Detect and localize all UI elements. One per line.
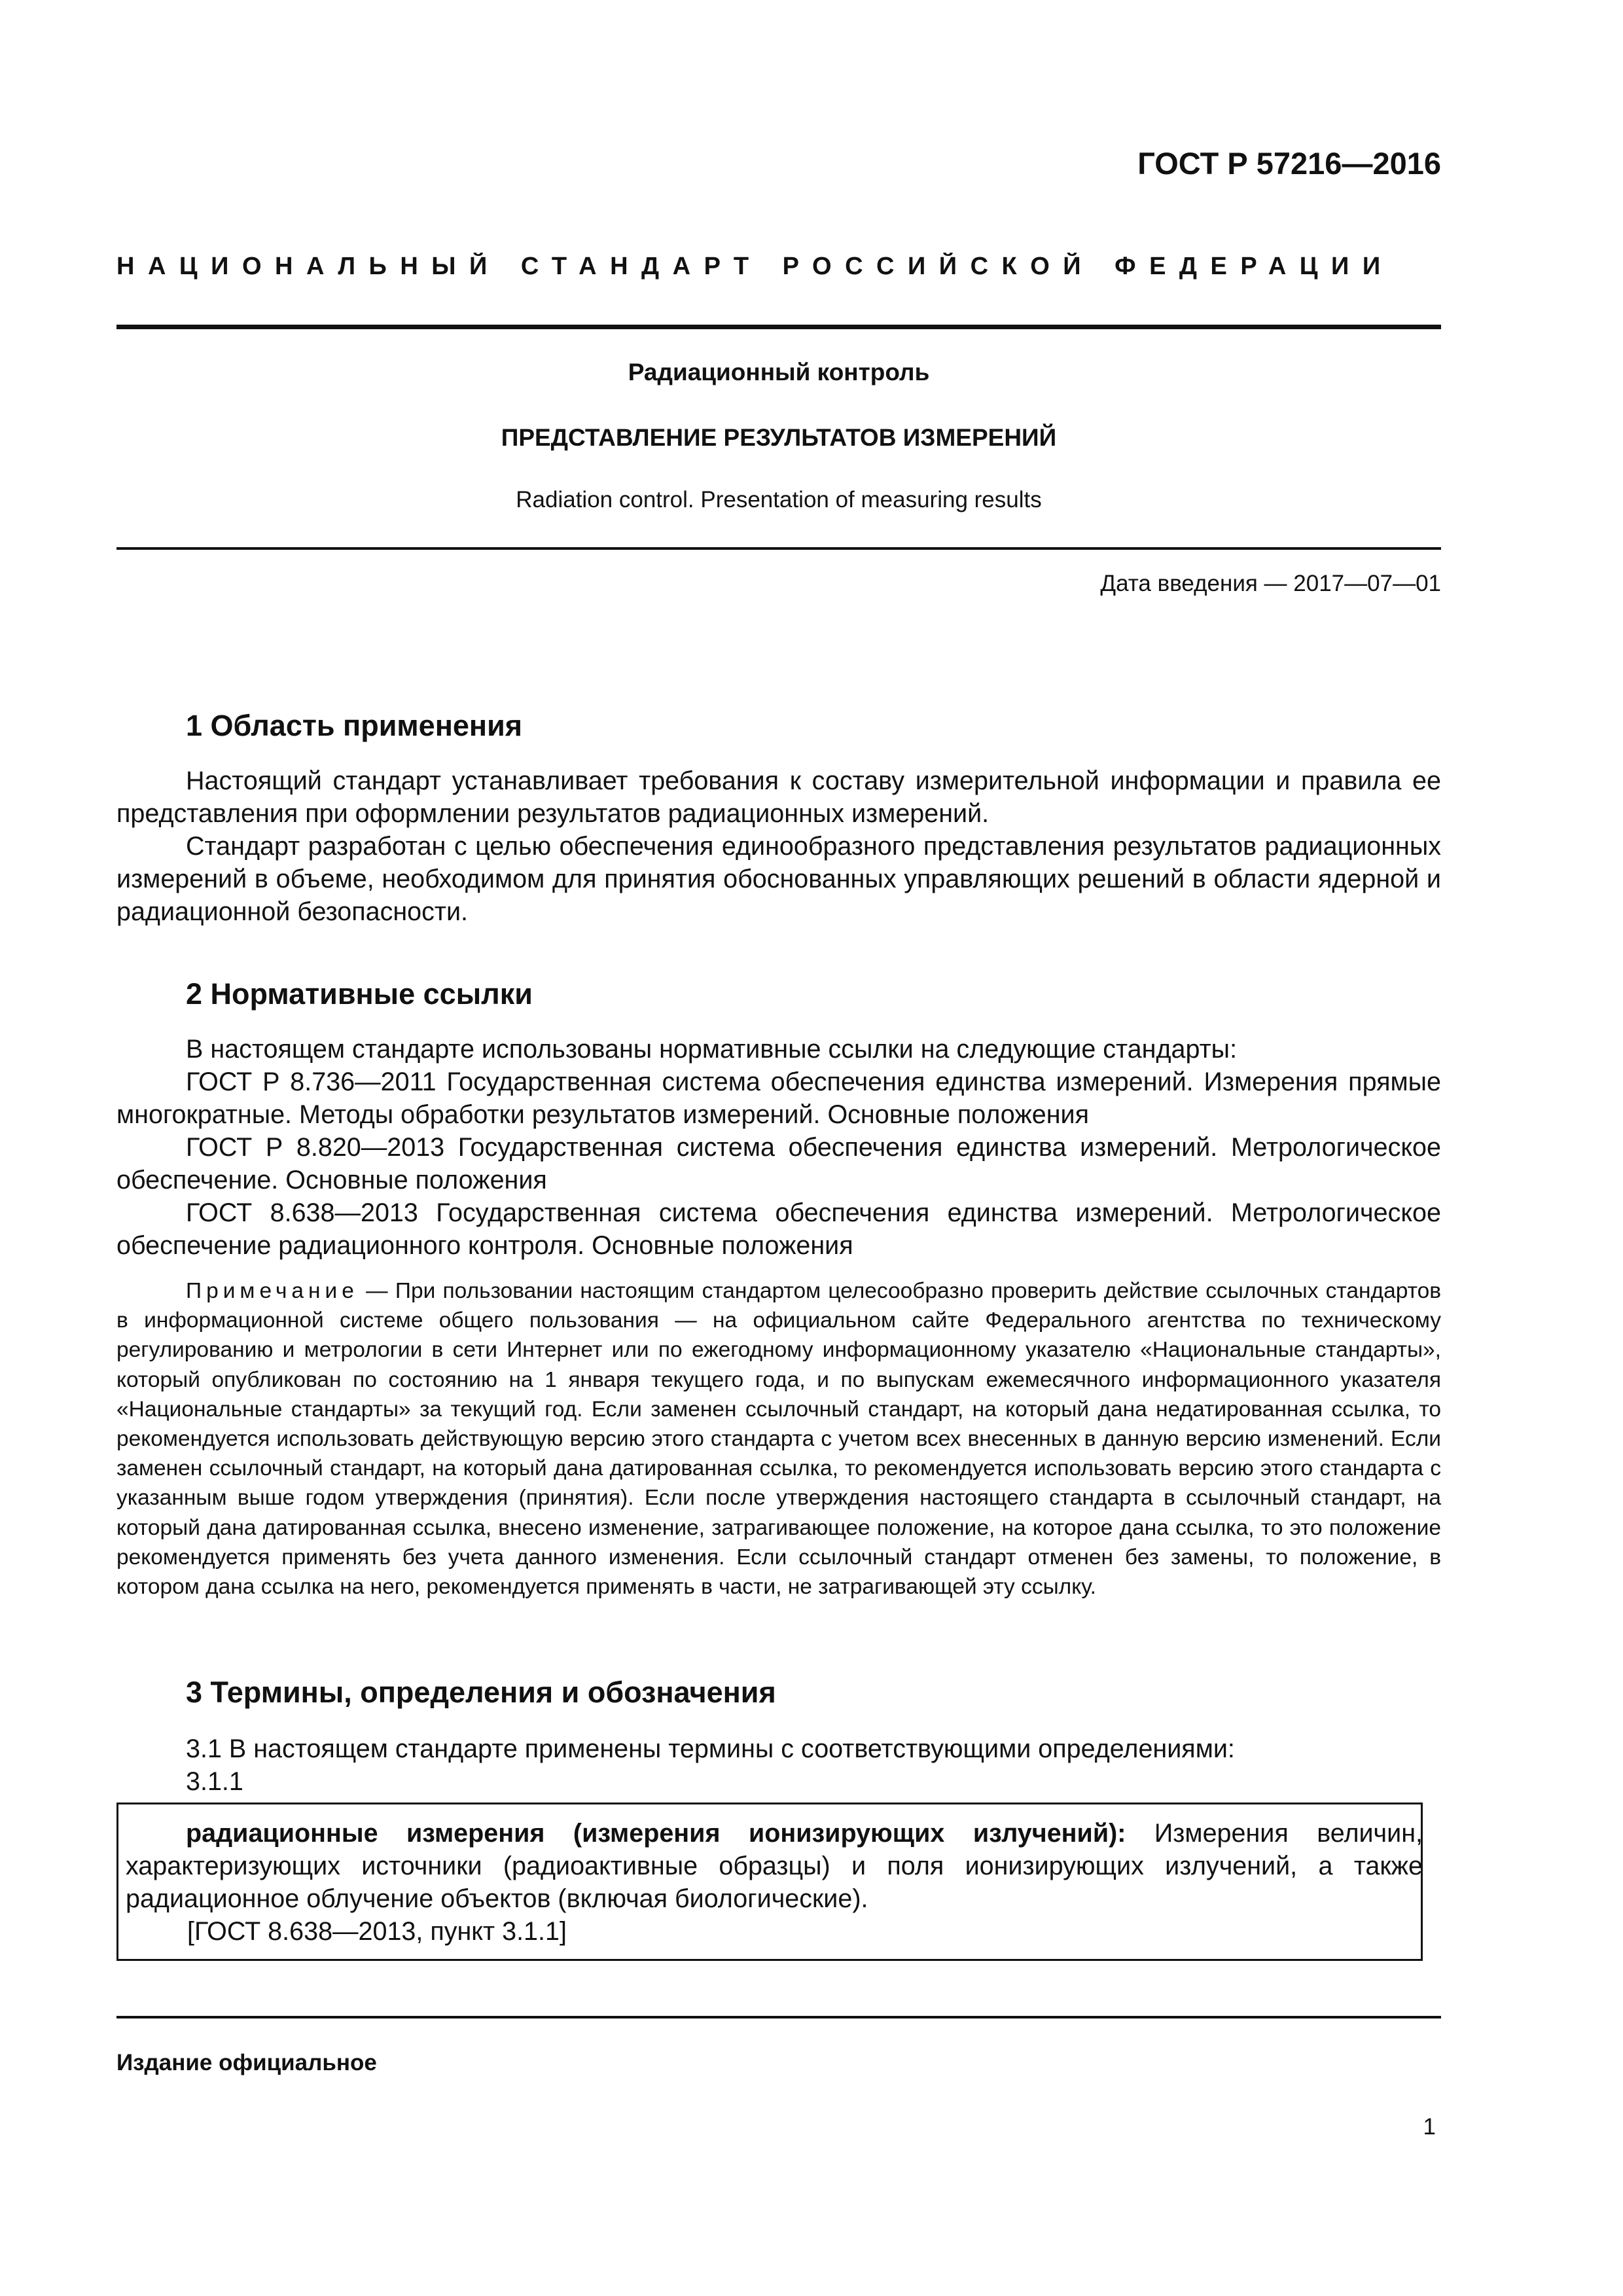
note-text: — При пользовании настоящим стандартом целесообразно проверить действие ссылочных стандартов в информационной системе общего пользования — на официальном сайте Федерального агентства по техническому регулированию и метрологии в сети Интернет или по ежегодному информационному указателю «Национальные стандарты», который опубликован по состоянию на 1 января текущего года, и по выпускам ежемесячного информационного указателя «Национальные стандарты» за текущий год. Если заменен ссылочный стандарт, на который дана недатированная ссылка, то рекомендуется использовать действующую версию этого стандарта с учетом всех внесенных в данную версию изменений. Если заменен ссылочный стандарт, на который дана датированная ссылка, то рекомендуется использовать версию этого стандарта с указанным выше годом утверждения (принятия). Если после утверждения настоящего стандарта в ссылочный стандарт, на который дана датированная ссылка, внесено изменение, затрагивающее положение, на которое дана ссылка, то это положение рекомендуется применять без учета данного изменения. Если ссылочный стандарт отменен без замены, то положение, в котором дана ссылка на него, рекомендуется применять в части, не затрагивающей эту ссылку. xyxy=(116,1279,1441,1600)
document-number: ГОСТ Р 57216—2016 xyxy=(1137,146,1441,181)
reference-entry: ГОСТ Р 8.736—2011 Государственная система обеспечения единства измерений. Измерения прямые многократные. Методы обработки результатов измерений. Основные положения xyxy=(116,1067,1441,1129)
top-divider xyxy=(116,325,1441,329)
paragraph: 3.1 В настоящем стандарте применены термины с соответствующими определениями: xyxy=(186,1734,1235,1763)
title-divider xyxy=(116,547,1441,550)
standard-title-english: Radiation control. Presentation of measuring results xyxy=(516,487,1042,512)
term-reference: [ГОСТ 8.638—2013, пункт 3.1.1] xyxy=(187,1917,567,1946)
paragraph: В настоящем стандарте использованы нормативные ссылки на следующие стандарты: xyxy=(186,1035,1238,1064)
paragraph: Настоящий стандарт устанавливает требования к составу измерительной информации и правила ее представления при оформлении результатов радиационных измерений. xyxy=(116,766,1441,828)
section-2-note xyxy=(116,1276,1441,1602)
section-2-heading: 2 Нормативные ссылки xyxy=(186,977,533,1011)
section-2-body xyxy=(116,1033,1441,1262)
standard-subject: Радиационный контроль xyxy=(628,359,930,386)
section-1-heading: 1 Область применения xyxy=(186,709,523,742)
term-number: 3.1.1 xyxy=(186,1767,243,1796)
national-standard-banner: НАЦИОНАЛЬНЫЙ СТАНДАРТ РОССИЙСКОЙ ФЕДЕРАЦИИ xyxy=(116,253,1394,280)
section-3-heading: 3 Термины, определения и обозначения xyxy=(186,1676,776,1709)
official-edition-label: Издание официальное xyxy=(116,2050,377,2075)
section-3-body xyxy=(116,1732,1441,1798)
reference-entry: ГОСТ 8.638—2013 Государственная система обеспечения единства измерений. Метрологическое обеспечение радиационного контроля. Основные положения xyxy=(116,1198,1441,1260)
section-1-body xyxy=(116,764,1441,928)
term-definition xyxy=(126,1817,1423,1915)
paragraph: Стандарт разработан с целью обеспечения единообразного представления результатов радиационных измерений в объеме, необходимом для принятия обоснованных управляющих решений в области ядерной и радиационной безопасности. xyxy=(116,832,1441,926)
standard-title: ПРЕДСТАВЛЕНИЕ РЕЗУЛЬТАТОВ ИЗМЕРЕНИЙ xyxy=(501,424,1057,451)
note-label: Примечание xyxy=(186,1279,359,1303)
term-name: радиационные измерения (измерения ионизирующих излучений): xyxy=(186,1819,1126,1848)
page-number: 1 xyxy=(1423,2114,1436,2140)
term-definition-text: Измерения величин, характеризующих источники (радиоактивные образцы) и поля ионизирующих излучений, а также радиационное облучение объектов (включая биологические). xyxy=(126,1819,1423,1913)
introduction-date: Дата введения — 2017—07—01 xyxy=(1100,571,1441,596)
bottom-divider xyxy=(116,2016,1441,2018)
reference-entry: ГОСТ Р 8.820—2013 Государственная система обеспечения единства измерений. Метрологическое обеспечение. Основные положения xyxy=(116,1133,1441,1194)
